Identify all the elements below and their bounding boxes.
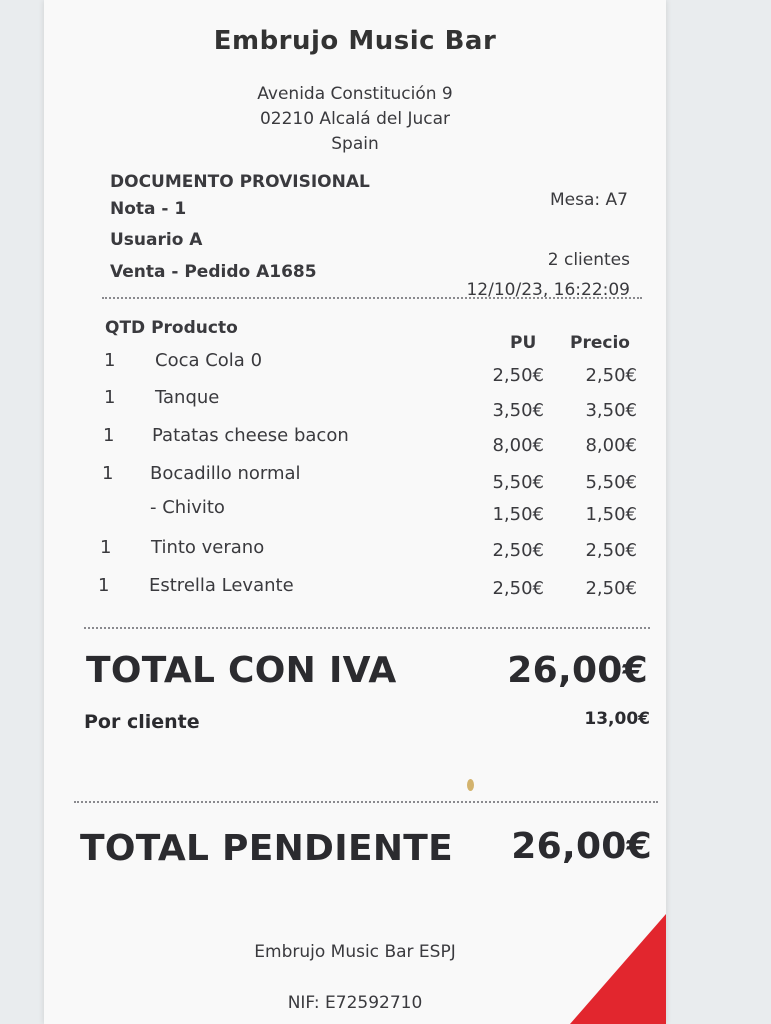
item-qty: 1 <box>100 537 112 558</box>
address-line-1: Avenida Constitución 9 <box>257 84 453 104</box>
per-client-label: Por cliente <box>84 711 200 733</box>
address-country: Spain <box>331 134 379 154</box>
item-name: Patatas cheese bacon <box>152 425 349 446</box>
pending-label: TOTAL PENDIENTE <box>80 828 454 869</box>
paper-stain <box>467 779 474 791</box>
item-name: Tanque <box>155 387 220 408</box>
item-name: - Chivito <box>150 497 225 518</box>
item-unit-price: 2,50€ <box>492 578 544 599</box>
footer-nif: NIF: E72592710 <box>287 993 423 1013</box>
item-price: 5,50€ <box>585 472 637 493</box>
item-unit-price: 1,50€ <box>492 504 544 525</box>
item-unit-price: 8,00€ <box>492 435 544 456</box>
item-qty: 1 <box>98 575 110 596</box>
separator-dotted <box>102 297 642 299</box>
item-qty: 1 <box>102 463 114 484</box>
item-price: 8,00€ <box>585 435 637 456</box>
total-label: TOTAL CON IVA <box>86 650 397 691</box>
red-corner-decoration <box>570 914 666 1024</box>
footer-business: Embrujo Music Bar ESPJ <box>254 942 456 962</box>
column-unit-price: PU <box>510 333 537 353</box>
item-qty: 1 <box>103 425 115 446</box>
document-type: DOCUMENTO PROVISIONAL <box>110 172 370 192</box>
item-price: 2,50€ <box>585 365 637 386</box>
user-name: Usuario A <box>110 230 203 250</box>
note-number: Nota - 1 <box>110 199 187 219</box>
item-name: Estrella Levante <box>149 575 294 596</box>
pending-value: 26,00€ <box>511 826 652 867</box>
column-price: Precio <box>570 333 630 353</box>
item-name: Bocadillo normal <box>150 463 301 484</box>
separator-dotted <box>74 801 658 803</box>
receipt-paper <box>44 0 666 1024</box>
business-name: Embrujo Music Bar <box>213 26 497 56</box>
item-qty: 1 <box>104 350 116 371</box>
separator-dotted <box>84 627 650 629</box>
item-qty: 1 <box>104 387 116 408</box>
item-unit-price: 2,50€ <box>492 365 544 386</box>
item-name: Tinto verano <box>151 537 265 558</box>
per-client-value: 13,00€ <box>584 709 650 729</box>
order-datetime: 12/10/23, 16:22:09 <box>466 280 630 300</box>
item-price: 3,50€ <box>585 400 637 421</box>
column-qty-product: QTD Producto <box>105 318 238 338</box>
address-line-2: 02210 Alcalá del Jucar <box>259 109 451 129</box>
item-unit-price: 2,50€ <box>492 540 544 561</box>
order-number: Venta - Pedido A1685 <box>110 262 317 282</box>
item-price: 2,50€ <box>585 540 637 561</box>
item-name: Coca Cola 0 <box>155 350 263 371</box>
client-count: 2 clientes <box>547 250 630 270</box>
table-number: Mesa: A7 <box>550 190 628 210</box>
item-unit-price: 5,50€ <box>492 472 544 493</box>
item-unit-price: 3,50€ <box>492 400 544 421</box>
item-price: 1,50€ <box>585 504 637 525</box>
total-value: 26,00€ <box>507 650 648 691</box>
item-price: 2,50€ <box>585 578 637 599</box>
